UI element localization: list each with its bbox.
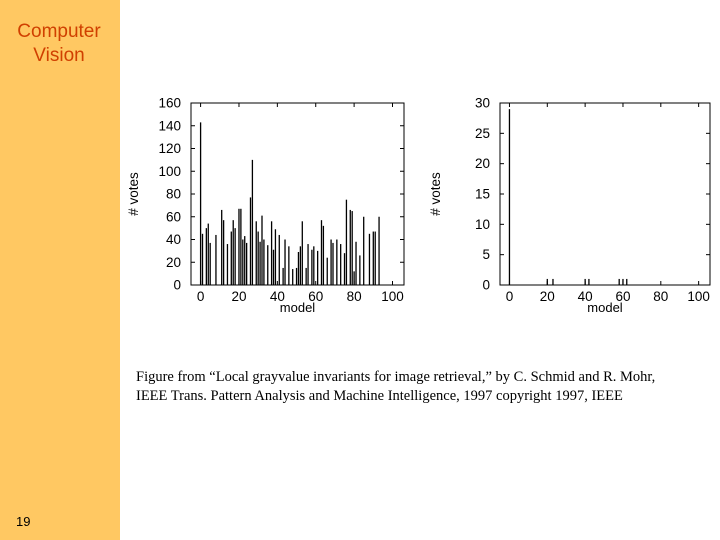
y-axis-label: # votes [428,172,443,216]
y-tick-label: 25 [474,125,490,141]
x-tick-label: 80 [653,289,669,304]
x-axis-label: model [587,300,623,315]
x-tick-label: 60 [615,289,631,304]
x-tick-label: 0 [505,289,514,304]
figure-caption [136,368,716,406]
x-tick-label: 0 [196,289,205,304]
caption-line1: Figure from “Local grayvalue invariants for image retrieval,” by C. Schmid and R. Mohr, [136,369,656,385]
y-tick-label: 20 [474,156,490,172]
x-tick-label: 20 [539,289,555,304]
right-votes-chart [420,0,720,320]
page-number: 19 [16,514,31,529]
sidebar-title-line2: Vision [33,45,85,66]
plot-frame [500,103,710,285]
x-tick-label: 100 [381,289,404,304]
y-tick-label: 10 [474,216,490,232]
caption-line2: IEEE Trans. Pattern Analysis and Machine Intelligence, 1997 copyright 1997, IEEE [136,388,623,404]
y-axis-label: # votes [126,172,141,216]
x-tick-label: 80 [346,289,362,304]
y-tick-label: 60 [165,209,181,225]
y-tick-label: 0 [173,277,181,293]
y-tick-label: 5 [482,247,490,263]
sidebar-title [0,20,118,68]
sidebar [0,0,120,540]
x-tick-label: 40 [577,289,593,304]
y-tick-label: 140 [158,118,181,134]
y-tick-label: 160 [158,95,181,111]
y-tick-label: 40 [165,232,181,247]
left-votes-chart [120,0,410,320]
sidebar-title-line1: Computer [17,21,101,42]
y-tick-label: 0 [482,277,490,293]
y-tick-label: 30 [474,95,490,111]
x-tick-label: 40 [269,289,285,304]
x-tick-label: 100 [687,289,710,304]
y-tick-label: 80 [165,186,181,202]
y-tick-label: 120 [158,141,181,156]
x-tick-label: 60 [308,289,324,304]
y-tick-label: 100 [158,163,181,179]
y-tick-label: 15 [474,186,490,202]
x-axis-label: model [279,300,316,315]
y-tick-label: 20 [165,254,181,270]
x-tick-label: 20 [231,289,247,304]
plot-frame [191,103,404,285]
